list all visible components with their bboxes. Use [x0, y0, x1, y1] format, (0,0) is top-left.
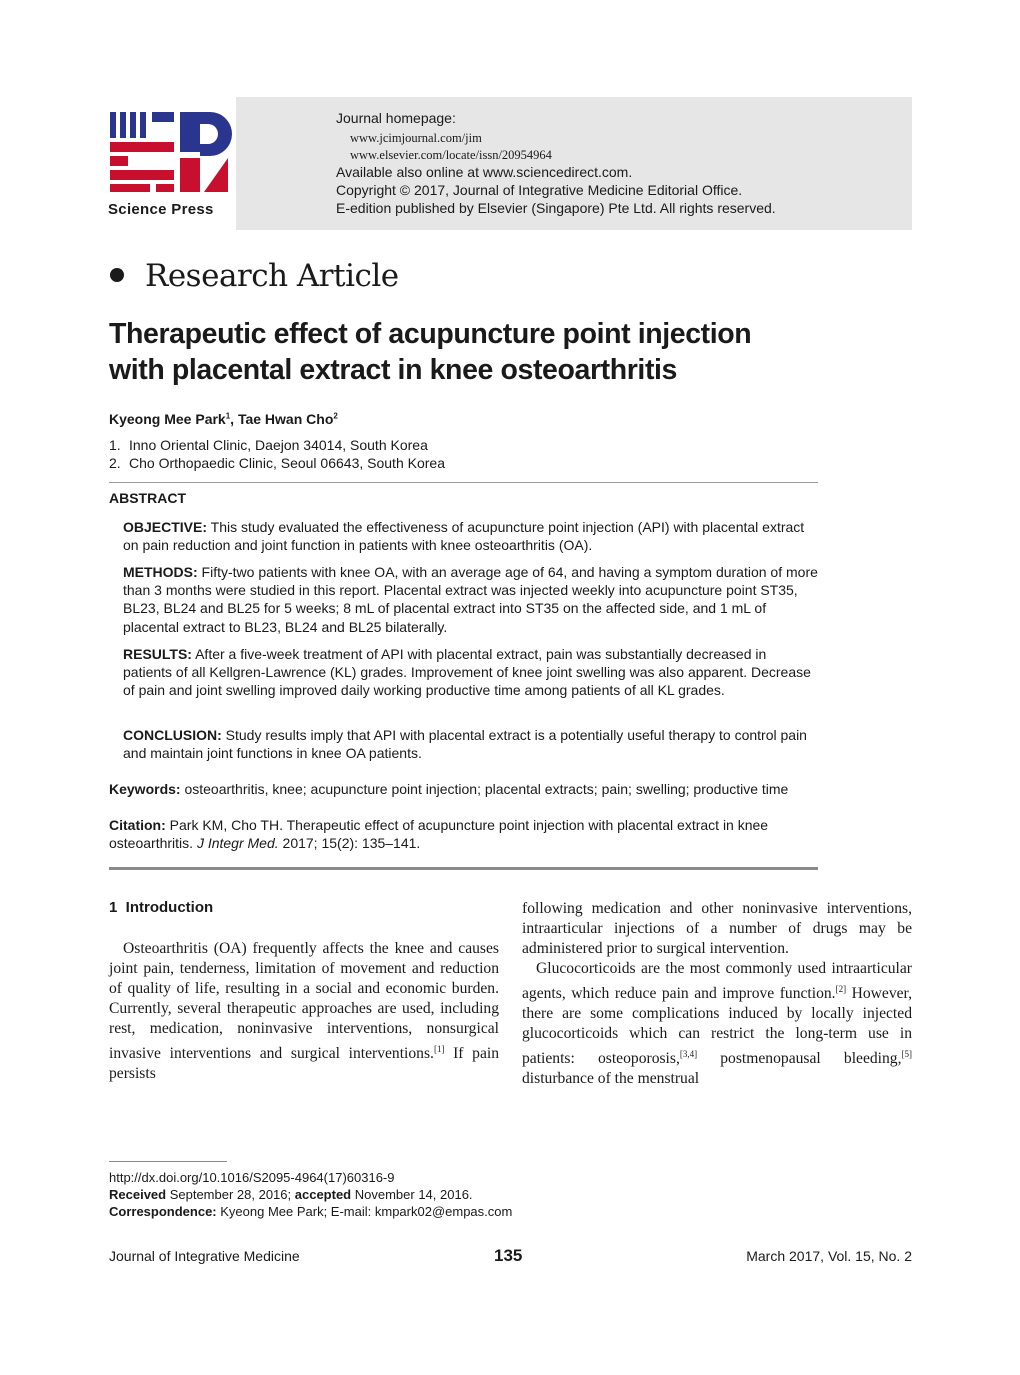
- author-name: Tae Hwan Cho: [237, 411, 334, 427]
- footer-issue: March 2017, Vol. 15, No. 2: [746, 1248, 912, 1264]
- citation-label: Citation:: [109, 817, 166, 833]
- paragraph: following medication and other noninvasive interventions, intraarticular injections of a number of drugs may be administered prior to surgical intervention.: [522, 900, 912, 957]
- methods-label: METHODS:: [123, 564, 198, 580]
- elsevier-url[interactable]: www.elsevier.com/locate/issn/20954964: [350, 148, 552, 162]
- correspondence-text: Kyeong Mee Park; E-mail: kmpark02@empas.com: [216, 1204, 513, 1219]
- methods-text: Fifty-two patients with knee OA, with an average age of 64, and having a symptom duration of more than 3 months were studied in this report. Placental extract was injected weekly into acupuncture point ST35, BL23, BL24 and BL25 for 5 weeks; 8 mL of placental extract into ST35 on the affected side, and 1 mL of placental extract to BL23, BL24 and BL25 bilaterally.: [123, 564, 818, 635]
- affiliation-text: Cho Orthopaedic Clinic, Seoul 06643, South Korea: [129, 455, 445, 471]
- affiliation-text: Inno Oriental Clinic, Daejon 34014, South Korea: [129, 437, 428, 453]
- author-affiliation-mark: 2: [333, 411, 338, 421]
- body-column-right: [522, 899, 912, 1089]
- bullet-icon: [110, 268, 124, 282]
- journal-url[interactable]: www.jcimjournal.com/jim: [350, 131, 482, 145]
- page-number: 135: [494, 1246, 523, 1265]
- affiliation-number: 2.: [109, 455, 121, 471]
- keywords: [109, 780, 819, 798]
- title-line-2: with placental extract in knee osteoarthritis: [109, 354, 678, 386]
- citation-text: Park KM, Cho TH. Therapeutic effect of acupuncture point injection with placental extract in knee osteoarthritis.: [109, 817, 769, 852]
- author-name: Kyeong Mee Park: [109, 411, 226, 427]
- affiliation-number: 1.: [109, 437, 121, 453]
- paragraph-text: Glucocorticoids are the most commonly used intraarticular agents, which reduce pain and improve function.: [522, 960, 912, 1003]
- accepted-label: accepted: [294, 1187, 352, 1202]
- dates: [109, 1186, 473, 1203]
- paragraph: [109, 939, 499, 1084]
- footnote-divider: [109, 1161, 227, 1162]
- title-line-1: Therapeutic effect of acupuncture point injection: [109, 318, 752, 350]
- paragraph-text: However, there are some complications induced by locally injected glucocorticoids which can restrict the long-term use in patients: osteoporosis,: [522, 985, 913, 1068]
- reference-link[interactable]: [1]: [433, 1044, 445, 1054]
- received-date: September 28, 2016;: [166, 1187, 295, 1202]
- affiliation: [109, 436, 428, 454]
- citation-journal: J Integr Med.: [196, 835, 279, 852]
- results-text: After a five-week treatment of API with placental extract, pain was substantially decreased in patients of all Kellgren-Lawrence (KL) grades. Improvement of knee joint swelling was also apparent. Decrease of pain and joint swelling improved daily working productive time among patients of all KL grades.: [123, 646, 811, 699]
- correspondence-label: Correspondence:: [109, 1204, 217, 1219]
- paragraph: [522, 959, 912, 1089]
- paragraph-text: Osteoarthritis (OA) frequently affects the knee and causes joint pain, tenderness, limitation of movement and reduction of quality of life, resulting in a social and economic burden. Currently, several therapeutic approaches are used, including rest, medication, noninvasive interventions, nonsurgical invasive interventions and surgical interventions.: [109, 940, 499, 1063]
- accepted-date: November 14, 2016.: [351, 1187, 473, 1202]
- objective-label: OBJECTIVE:: [123, 519, 208, 535]
- footer-journal: Journal of Integrative Medicine: [109, 1248, 300, 1264]
- conclusion-label: CONCLUSION:: [123, 727, 222, 743]
- results-label: RESULTS:: [123, 646, 192, 662]
- keywords-label: Keywords:: [109, 781, 181, 797]
- paragraph-text: postmenopausal bleeding,: [697, 1050, 902, 1068]
- citation-issue: 2017; 15(2): 135–141.: [278, 835, 421, 852]
- homepage-label: Journal homepage:: [336, 110, 456, 126]
- copyright: Copyright © 2017, Journal of Integrative Medicine Editorial Office.: [336, 182, 743, 198]
- available-online: Available also online at www.sciencedirect.com.: [336, 164, 633, 180]
- publisher-name: Science Press: [108, 201, 214, 218]
- reference-link[interactable]: [2]: [835, 984, 847, 994]
- reference-link[interactable]: [3,4]: [679, 1049, 698, 1060]
- body-column-left: [109, 939, 499, 1084]
- paragraph-text: If pain persists: [109, 1045, 500, 1083]
- abstract-objective: [123, 518, 818, 554]
- abstract-heading: ABSTRACT: [109, 490, 186, 506]
- author-affiliation-mark: 1: [225, 411, 231, 421]
- author-separator: ,: [230, 411, 238, 427]
- abstract-methods: [123, 563, 818, 636]
- affiliation: [109, 454, 445, 472]
- divider: [109, 482, 818, 483]
- objective-text: This study evaluated the effectiveness of acupuncture point injection (API) with placental extract on pain reduction and joint function in patients with knee osteoarthritis (OA).: [123, 519, 805, 554]
- author-list: [109, 411, 338, 427]
- paragraph-text: disturbance of the menstrual: [522, 1070, 700, 1088]
- article-type: Research Article: [145, 258, 399, 294]
- edition-note: E-edition published by Elsevier (Singapore) Pte Ltd. All rights reserved.: [336, 200, 776, 216]
- journal-header-box: [236, 97, 912, 230]
- keywords-text: osteoarthritis, knee; acupuncture point injection; placental extracts; pain; swelling; productive time: [180, 781, 789, 797]
- abstract-conclusion: [123, 726, 818, 762]
- section-divider: [109, 867, 818, 870]
- correspondence: [109, 1203, 512, 1220]
- doi-link[interactable]: http://dx.doi.org/10.1016/S2095-4964(17)60316-9: [109, 1170, 395, 1185]
- citation: [109, 816, 819, 852]
- conclusion-text: Study results imply that API with placental extract is a potentially useful therapy to control pain and maintain joint functions in knee OA patients.: [123, 727, 807, 762]
- section-heading: 1 Introduction: [109, 899, 214, 916]
- abstract-results: [123, 645, 818, 700]
- article-title: [109, 316, 849, 388]
- reference-link[interactable]: [5]: [901, 1049, 912, 1060]
- received-label: Received: [109, 1187, 167, 1202]
